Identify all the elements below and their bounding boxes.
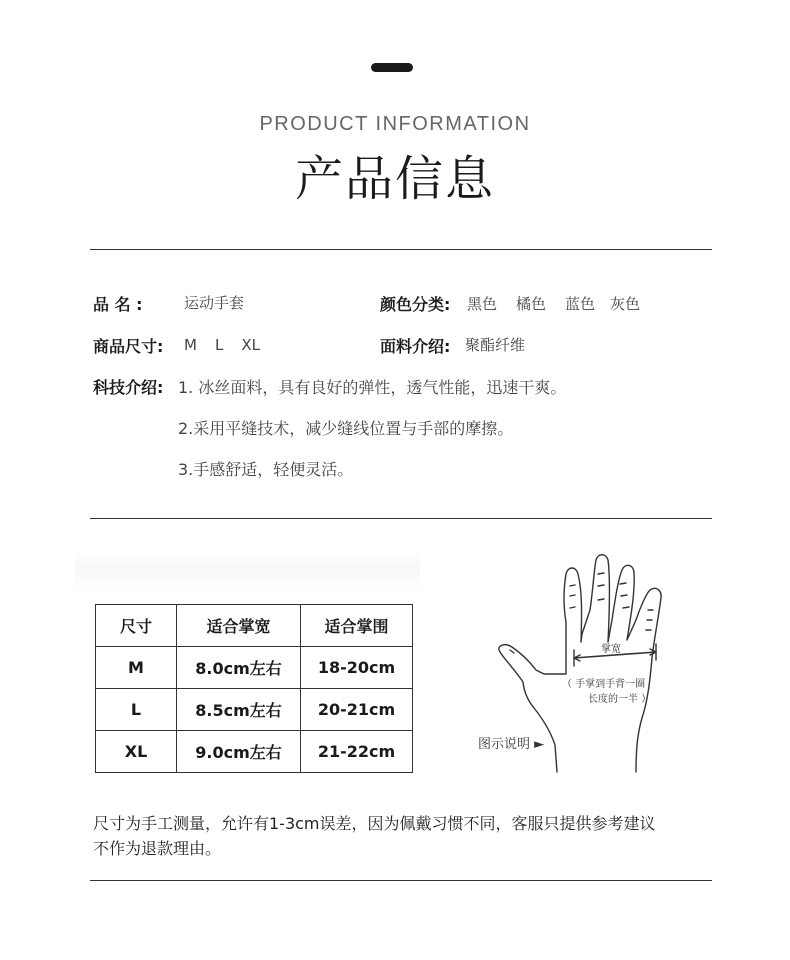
divider-bottom bbox=[90, 880, 712, 881]
table-row bbox=[96, 647, 413, 689]
size-option: XL bbox=[241, 336, 260, 354]
color-option: 黑色 bbox=[467, 295, 498, 313]
divider-top bbox=[90, 249, 712, 250]
table-cell: 8.5cm左右 bbox=[177, 689, 301, 731]
table-cell: L bbox=[96, 689, 177, 731]
hand-measurement-diagram bbox=[470, 550, 690, 775]
color-label: 颜色分类: bbox=[380, 295, 451, 314]
table-header-cell: 尺寸 bbox=[96, 605, 177, 647]
tech-item: 3.手感舒适，轻便灵活。 bbox=[178, 460, 354, 479]
table-cell: XL bbox=[96, 731, 177, 773]
divider-middle bbox=[90, 518, 712, 519]
table-header-row bbox=[96, 605, 413, 647]
diagram-caption: 图示说明 ► bbox=[478, 737, 545, 752]
table-cell: 8.0cm左右 bbox=[177, 647, 301, 689]
table-cell: M bbox=[96, 647, 177, 689]
tech-item: 2.采用平缝技术，减少缝线位置与手部的摩擦。 bbox=[178, 419, 514, 438]
disclaimer-line: 不作为退款理由。 bbox=[93, 839, 222, 858]
title-chinese: 产品信息 bbox=[294, 151, 495, 207]
size-option: M bbox=[184, 336, 197, 354]
palm-width-label: 掌宽 bbox=[601, 644, 621, 655]
table-header-cell: 适合掌宽 bbox=[177, 605, 301, 647]
name-label: 品 名 : bbox=[93, 295, 143, 314]
fabric-label: 面料介绍: bbox=[380, 337, 451, 356]
table-row bbox=[96, 689, 413, 731]
table-cell: 9.0cm左右 bbox=[177, 731, 301, 773]
color-option: 蓝色 bbox=[565, 295, 596, 313]
diagram-note-line: 长度的一半 ） bbox=[588, 694, 652, 705]
faded-band bbox=[75, 552, 420, 592]
size-label: 商品尺寸: bbox=[93, 337, 164, 356]
diagram-note-line: （ 手掌到手背一圈 bbox=[562, 679, 646, 690]
table-cell: 20-21cm bbox=[301, 689, 413, 731]
name-value: 运动手套 bbox=[184, 294, 245, 312]
title-english: PRODUCT INFORMATION bbox=[259, 113, 531, 135]
color-list bbox=[467, 293, 640, 314]
tech-label: 科技介绍: bbox=[93, 378, 164, 397]
size-list bbox=[184, 336, 260, 354]
table-row bbox=[96, 731, 413, 773]
disclaimer-line: 尺寸为手工测量，允许有1-3cm误差，因为佩戴习惯不同，客服只提供参考建议 bbox=[93, 814, 656, 833]
tech-item: 1. 冰丝面料，具有良好的弹性，透气性能，迅速干爽。 bbox=[178, 378, 567, 397]
color-option: 灰色 bbox=[610, 295, 641, 313]
fabric-value: 聚酯纤维 bbox=[465, 336, 526, 354]
size-table bbox=[95, 604, 413, 773]
color-option: 橘色 bbox=[516, 295, 547, 313]
table-cell: 21-22cm bbox=[301, 731, 413, 773]
size-option: L bbox=[214, 336, 224, 354]
table-cell: 18-20cm bbox=[301, 647, 413, 689]
table-header-cell: 适合掌围 bbox=[301, 605, 413, 647]
header-pill-decoration bbox=[371, 63, 413, 72]
